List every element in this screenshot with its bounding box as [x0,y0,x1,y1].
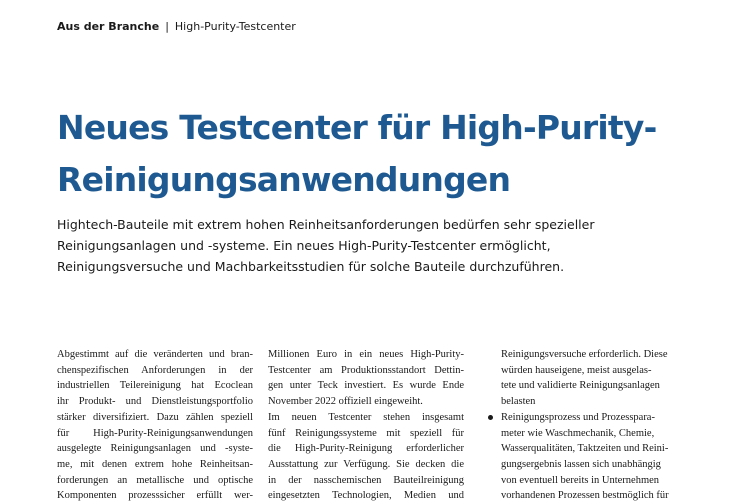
title-line-1: Neues Testcenter für High-Purity- [57,108,657,147]
lead-line-2: Reinigungsanlagen und -systeme. Ein neues High-Purity-Testcenter ermöglicht, [57,238,551,253]
text-line: Testcenter am Produktionsstandort Dettin- [268,364,464,376]
text-line: gungsergebnis lassen sich unabhängig [501,458,661,470]
lead-line-3: Reinigungsversuche und Machbarkeitsstudien für solche Bauteile durchzuführen. [57,259,565,274]
bullet-item [488,410,684,504]
text-line: ausgelegte Reinigungsanlagen und -syste- [57,443,253,455]
text-line: Komponenten prozesssicher erfüllt wer- [57,490,253,502]
text-line: Im neuen Testcenter stehen insgesamt [268,411,464,423]
body-column-1 [57,347,253,504]
text-line: Reinigungsversuche erforderlich. Diese [501,349,668,360]
text-line: Reinigungsprozess und Prozesspara- [501,411,655,423]
text-line: tete und validierte Reinigungsanlagen [501,380,660,392]
text-line: Millionen Euro in ein neues High-Purity- [268,349,464,360]
lead-line-1: Hightech-Bauteile mit extrem hohen Reinheitsanforderungen bedürfen sehr spezieller [57,217,595,232]
text-line: von eventuell bereits in Unternehmen [501,474,660,486]
running-header [57,20,296,33]
text-line: stärker diversifiziert. Dazu zählen speziell [57,411,253,423]
body-column-2 [268,347,464,504]
article-lead [57,214,737,277]
text-line: Ausstattung zur Verfügung. Sie decken die [268,458,464,470]
header-section: Aus der Branche [57,20,160,33]
text-line: würden hauseigene, meist ausgelas- [501,364,652,376]
text-line: November 2022 offiziell eingeweiht. [268,396,423,408]
text-line: vorhandenen Prozessen bestmöglich für [501,490,669,502]
text-line: ihr Produkt- und Dienstleistungsportfolio [57,396,253,408]
text-line: meter wie Waschmechanik, Chemie, [501,427,655,439]
text-line: chenspezifischen Anforderungen in der [57,364,253,376]
title-line-2: Reinigungsanwendungen [57,160,511,199]
text-line: Abgestimmt auf die veränderten und bran- [57,349,253,360]
article-title [57,102,737,206]
text-line: me, mit denen extrem hohe Reinheitsan- [57,458,253,470]
text-line: die High-Purity-Reinigung erforderlicher [268,443,464,455]
text-line: eingesetzten Technologien, Medien und [268,490,464,502]
text-line: fünf Reinigungssysteme mit speziell für [268,427,464,439]
text-line: industriellen Teilereinigung hat Ecoclean [57,380,253,392]
header-separator: | [165,20,169,33]
text-line: Wasserqualitäten, Taktzeiten und Reini- [501,443,669,455]
text-line: in der nasschemischen Bauteilreinigung [268,474,464,486]
text-line: gen unter Teck investiert. Es wurde Ende [268,380,464,392]
header-topic: High-Purity-Testcenter [174,20,296,33]
text-line: belasten [501,396,536,408]
text-line: für High-Purity-Reinigungsanwendungen [57,427,253,439]
body-column-3 [488,347,684,504]
text-line: forderungen an metallische und optische [57,474,253,486]
bullet-icon [488,415,493,420]
